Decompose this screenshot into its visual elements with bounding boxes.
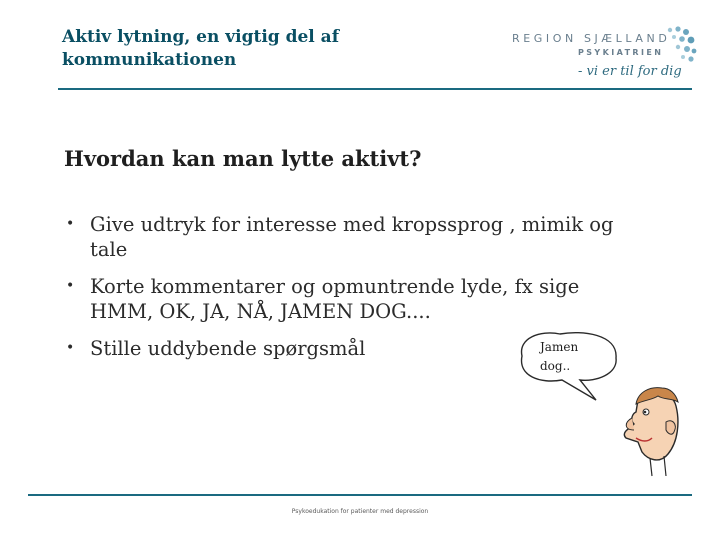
bullet-text: • Korte kommentarer og opmuntrende lyde, fx sige [90, 275, 580, 298]
slide-title-line-2: kommunikationen [62, 50, 237, 70]
logo-tagline: - vi er til for dig [578, 64, 682, 79]
title-divider [58, 88, 692, 90]
speech-bubble-line-1: Jamen [540, 340, 579, 354]
cartoon-face-icon [624, 388, 678, 476]
speech-bubble-line-2: dog.. [540, 359, 571, 373]
cartoon-illustration [500, 330, 700, 480]
slide-title-line-1: Aktiv lytning, en vigtig del af [62, 27, 340, 47]
logo-name: REGION SJÆLLAND [512, 32, 671, 45]
logo-dots-icon [664, 26, 698, 66]
footer-text: Psykoedukation for patienter med depression [291, 508, 429, 515]
logo-subtitle: PSYKIATRIEN [578, 48, 664, 57]
bullet-text: • Stille uddybende spørgsmål [90, 337, 366, 360]
region-sjaelland-logo [508, 26, 698, 88]
section-question: Hvordan kan man lytte aktivt? [64, 146, 422, 171]
bullet-text: • Give udtryk for interesse med kropssprog , mimik og [90, 213, 614, 236]
footer-divider [28, 494, 692, 496]
bullet-text-continued: tale [90, 238, 128, 261]
bullet-item-1 [66, 212, 666, 262]
bullet-text-continued: HMM, OK, JA, NÅ, JAMEN DOG.... [90, 300, 431, 323]
bullet-item-2 [66, 274, 666, 324]
speech-bubble-text [540, 338, 600, 376]
slide-title [62, 26, 392, 72]
